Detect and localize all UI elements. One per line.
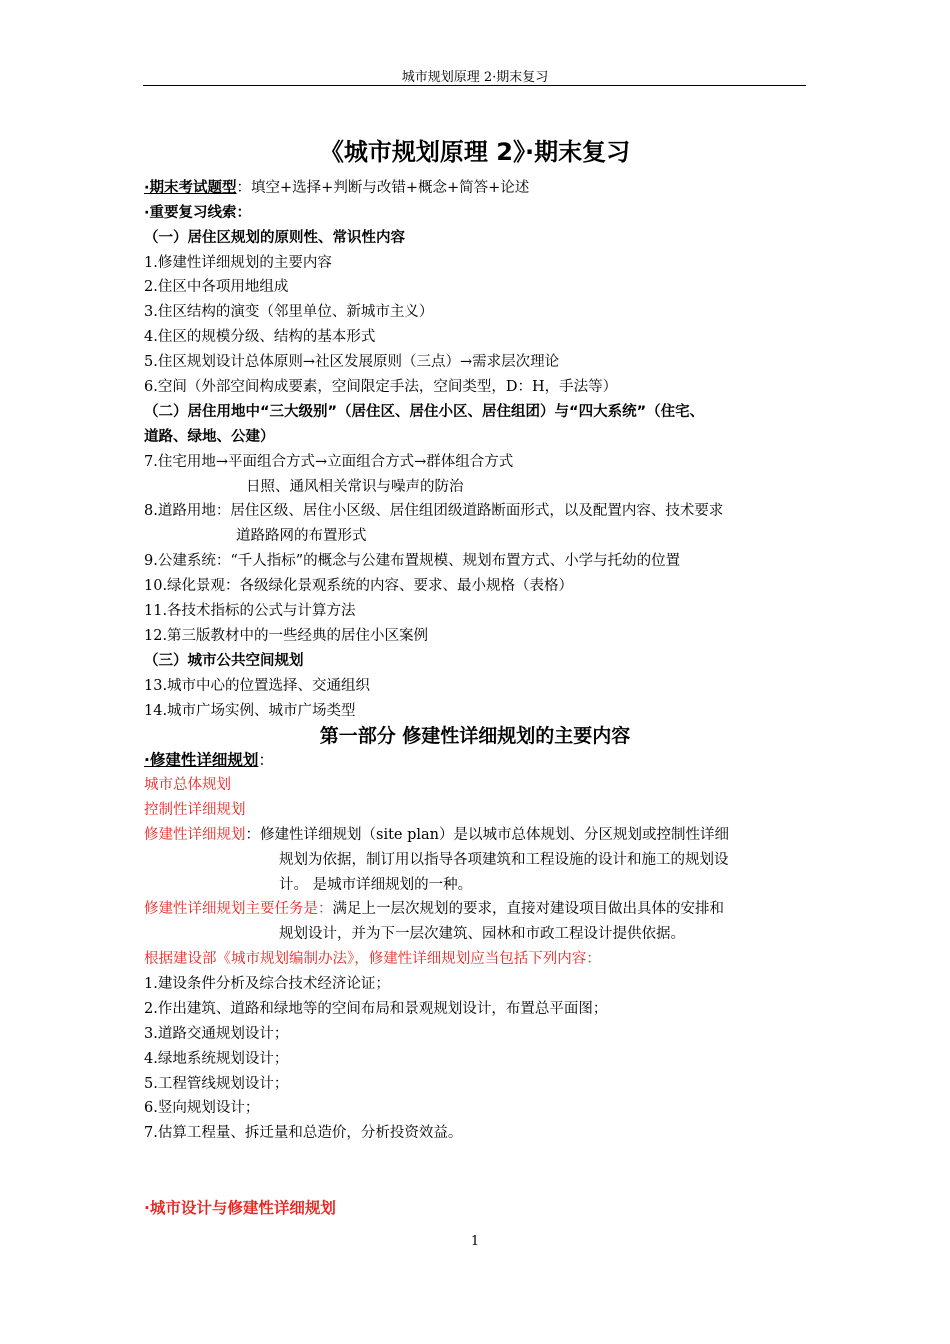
- task-line2: 规划设计，并为下一层次建筑、园林和市政工程设计提供依据。: [279, 926, 685, 942]
- subheading-colon: ：: [258, 751, 274, 769]
- task-label: 修建性详细规划主要任务是：: [144, 901, 333, 917]
- exam-type-text: ：填空+选择+判断与改错+概念+简答+论述: [236, 180, 530, 196]
- list-item: 3.道路交通规划设计；: [144, 1026, 289, 1042]
- subheading-label: ·修建性详细规划: [144, 751, 259, 769]
- exam-type-label: ·期末考试题型: [144, 180, 237, 196]
- list-item: 7.住宅用地→平面组合方式→立面组合方式→群体组合方式: [144, 454, 514, 470]
- section1-subheading: [144, 750, 274, 770]
- red-term-regulatory-plan: 控制性详细规划: [144, 802, 246, 818]
- list-item: 4.住区的规模分级、结构的基本形式: [144, 329, 376, 345]
- list-item: 6.竖向规划设计；: [144, 1100, 260, 1116]
- list-item: 1.建设条件分析及综合技术经济论证；: [144, 976, 390, 992]
- document-title: 《城市规划原理 2》·期末复习: [319, 138, 631, 166]
- list-item: 2.作出建筑、道路和绿地等的空间布局和景观规划设计，布置总平面图；: [144, 1001, 608, 1017]
- list-item: 12.第三版教材中的一些经典的居住小区案例: [144, 628, 429, 644]
- section1-title: 第一部分 修建性详细规划的主要内容: [319, 725, 631, 747]
- definition-text: 修建性详细规划（site plan）是以城市总体规划、分区规划或控制性详细: [260, 827, 729, 843]
- list-item-continuation: 日照、通风相关常识与噪声的防治: [246, 479, 464, 495]
- list-item: 7.估算工程量、拆迁量和总造价，分析投资效益。: [144, 1125, 463, 1141]
- list-item: 3.住区结构的演变（邻里单位、新城市主义）: [144, 304, 434, 320]
- list-item: 14.城市广场实例、城市广场类型: [144, 703, 356, 719]
- part2-heading-line1: （二）居住用地中“三大级别”（居住区、居住小区、居住组团）与“四大系统”（住宅、: [144, 404, 705, 420]
- list-item: 5.工程管线规划设计；: [144, 1076, 289, 1092]
- list-item: 5.住区规划设计总体原则→社区发展原则（三点）→需求层次理论: [144, 354, 560, 370]
- exam-type-line: [144, 178, 529, 198]
- definition-line2: 规划为依据，制订用以指导各项建筑和工程设施的设计和施工的规划设: [279, 852, 729, 868]
- list-item: 1.修建性详细规划的主要内容: [144, 255, 332, 271]
- definition-colon: ：: [245, 827, 260, 843]
- part1-heading: （一）居住区规划的原则性、常识性内容: [144, 230, 405, 246]
- list-item: 6.空间（外部空间构成要素，空间限定手法，空间类型，D：H，手法等）: [144, 379, 618, 395]
- red-term-master-plan: 城市总体规划: [144, 777, 231, 793]
- list-item: 13.城市中心的位置选择、交通组织: [144, 678, 371, 694]
- part3-heading: （三）城市公共空间规划: [144, 653, 304, 669]
- list-item: 8.道路用地：居住区级、居住小区级、居住组团级道路断面形式，以及配置内容、技术要求: [144, 503, 724, 519]
- list-item: 11.各技术指标的公式与计算方法: [144, 603, 356, 619]
- task-line1: [144, 899, 724, 919]
- list-item: 10.绿化景观：各级绿化景观系统的内容、要求、最小规格（表格）: [144, 578, 574, 594]
- part2-heading-line2: 道路、绿地、公建）: [144, 429, 275, 445]
- list-item: 9.公建系统：“千人指标”的概念与公建布置规模、规划布置方式、小学与托幼的位置: [144, 553, 681, 569]
- basis-statement: 根据建设部《城市规划编制办法》，修建性详细规划应当包括下列内容：: [144, 951, 601, 967]
- definition-label: 修建性详细规划: [144, 827, 246, 843]
- definition-line1: [144, 825, 729, 845]
- running-header: 城市规划原理 2·期末复习: [401, 70, 549, 85]
- list-item: 4.绿地系统规划设计；: [144, 1051, 289, 1067]
- header-rule: [143, 85, 806, 86]
- review-clues-label: ·重要复习线索：: [144, 205, 252, 221]
- page-number: 1: [470, 1234, 480, 1249]
- task-text: 满足上一层次规划的要求，直接对建设项目做出具体的安排和: [332, 901, 724, 917]
- list-item: 2.住区中各项用地组成: [144, 279, 289, 295]
- list-item-continuation: 道路路网的布置形式: [236, 528, 367, 544]
- bottom-heading: ·城市设计与修建性详细规划: [144, 1199, 336, 1217]
- definition-line3: 计。 是城市详细规划的一种。: [279, 877, 473, 893]
